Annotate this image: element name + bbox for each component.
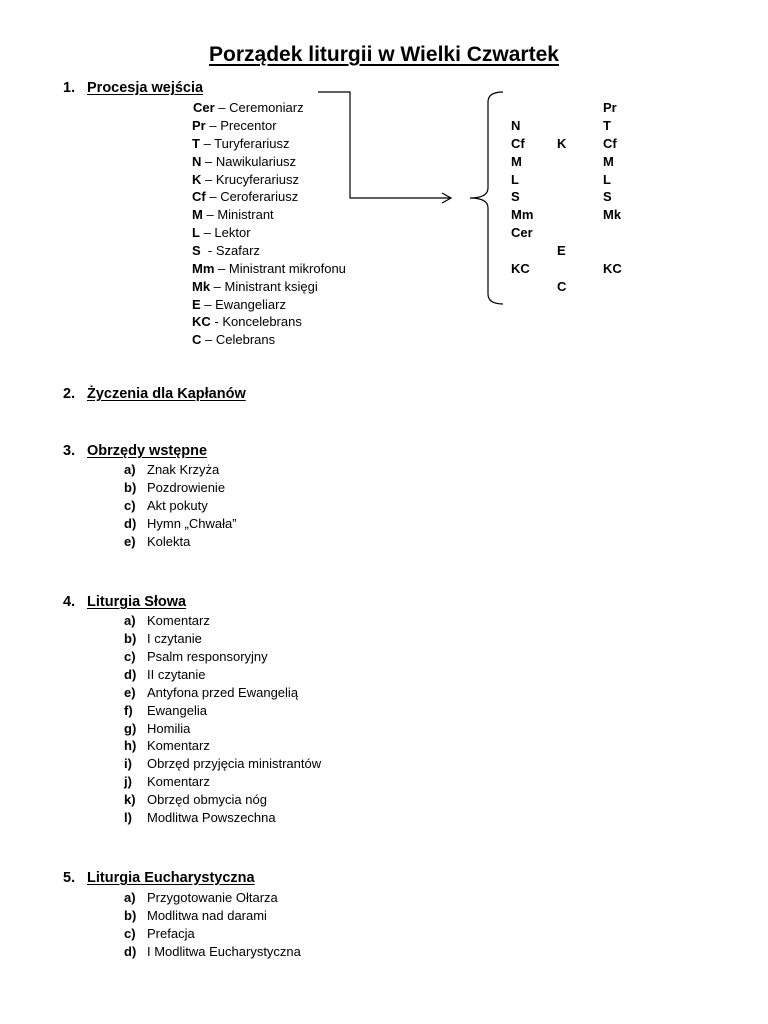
role-row: K – Krucyferariusz xyxy=(192,172,299,187)
section-title-liturgia-eucharystyczna: Liturgia Eucharystyczna xyxy=(87,870,255,886)
list-item: Komentarz xyxy=(147,738,210,753)
section-number: 4. xyxy=(63,594,76,610)
list-item: Przygotowanie Ołtarza xyxy=(147,890,278,905)
role-row: S - Szafarz xyxy=(192,243,260,258)
formation-cell: Pr xyxy=(603,100,617,115)
list-item: Komentarz xyxy=(147,613,210,628)
list-marker: a) xyxy=(124,462,136,477)
formation-cell: S xyxy=(603,189,612,204)
role-row: Cer – Ceremoniarz xyxy=(193,100,304,115)
formation-cell: KC xyxy=(603,261,622,276)
list-item: Kolekta xyxy=(147,534,191,549)
formation-cell: Mm xyxy=(511,207,534,222)
formation-cell: Mk xyxy=(603,207,622,222)
list-item: I Modlitwa Eucharystyczna xyxy=(147,944,301,959)
formation-cell: K xyxy=(557,136,567,151)
formation-cell: L xyxy=(511,172,519,187)
formation-cell: N xyxy=(511,118,521,133)
list-marker: c) xyxy=(124,498,136,513)
formation-cell: S xyxy=(511,189,520,204)
formation-cell: Cf xyxy=(603,136,617,151)
list-marker: l) xyxy=(124,810,132,825)
list-item: Homilia xyxy=(147,721,191,736)
list-item: Modlitwa Powszechna xyxy=(147,810,276,825)
list-marker: d) xyxy=(124,944,137,959)
role-row: Cf – Ceroferariusz xyxy=(192,189,299,204)
role-row: Mk – Ministrant księgi xyxy=(192,279,318,294)
list-marker: k) xyxy=(124,792,136,807)
list-marker: b) xyxy=(124,631,137,646)
list-marker: d) xyxy=(124,516,137,531)
role-row: Pr – Precentor xyxy=(192,118,277,133)
role-row: L – Lektor xyxy=(192,225,251,240)
list-item: I czytanie xyxy=(147,631,202,646)
role-row: E – Ewangeliarz xyxy=(192,297,286,312)
list-item: Obrzęd przyjęcia ministrantów xyxy=(147,756,322,771)
list-item: Hymn „Chwała” xyxy=(147,516,237,531)
list-item: Antyfona przed Ewangelią xyxy=(147,685,299,700)
list-item: II czytanie xyxy=(147,667,206,682)
list-item: Prefacja xyxy=(147,926,195,941)
formation-cell: C xyxy=(557,279,567,294)
section-number: 2. xyxy=(63,386,76,402)
role-row: C – Celebrans xyxy=(192,332,276,347)
list-item: Pozdrowienie xyxy=(147,480,226,495)
list-marker: a) xyxy=(124,613,136,628)
section-title-zyczenia: Życzenia dla Kapłanów xyxy=(87,386,246,402)
list-marker: b) xyxy=(124,480,137,495)
role-row: N – Nawikulariusz xyxy=(192,154,297,169)
formation-cell: L xyxy=(603,172,611,187)
formation-cell: M xyxy=(511,154,522,169)
formation-cell: E xyxy=(557,243,566,258)
role-row: T – Turyferariusz xyxy=(192,136,290,151)
list-marker: e) xyxy=(124,685,136,700)
page-title: Porządek liturgii w Wielki Czwartek xyxy=(209,43,559,66)
list-item: Obrzęd obmycia nóg xyxy=(147,792,267,807)
list-item: Komentarz xyxy=(147,774,210,789)
section-number: 5. xyxy=(63,870,76,886)
list-item: Akt pokuty xyxy=(147,498,208,513)
connector-line xyxy=(318,92,450,198)
list-marker: a) xyxy=(124,890,136,905)
list-marker: b) xyxy=(124,908,137,923)
list-marker: e) xyxy=(124,534,136,549)
formation-cell: Cer xyxy=(511,225,533,240)
section-title-obrzedy: Obrzędy wstępne xyxy=(87,443,208,459)
section-title-liturgia-slowa: Liturgia Słowa xyxy=(87,594,187,610)
list-marker: h) xyxy=(124,738,137,753)
formation-cell: M xyxy=(603,154,614,169)
section-number: 1. xyxy=(63,80,76,96)
section-number: 3. xyxy=(63,443,76,459)
brace-icon xyxy=(470,92,503,304)
list-marker: i) xyxy=(124,756,132,771)
role-row: Mm – Ministrant mikrofonu xyxy=(192,261,346,276)
list-marker: j) xyxy=(124,774,132,789)
list-item: Modlitwa nad darami xyxy=(147,908,267,923)
list-marker: c) xyxy=(124,926,136,941)
list-marker: g) xyxy=(124,721,137,736)
list-item: Znak Krzyża xyxy=(147,462,220,477)
procession-connector xyxy=(0,0,768,400)
formation-cell: Cf xyxy=(511,136,525,151)
list-marker: c) xyxy=(124,649,136,664)
list-marker: f) xyxy=(124,703,133,718)
list-item: Psalm responsoryjny xyxy=(147,649,268,664)
section-title-procesja: Procesja wejścia xyxy=(87,80,204,96)
role-row: KC - Koncelebrans xyxy=(192,314,302,329)
formation-cell: T xyxy=(603,118,611,133)
list-marker: d) xyxy=(124,667,137,682)
list-item: Ewangelia xyxy=(147,703,207,718)
role-row: M – Ministrant xyxy=(192,207,274,222)
formation-cell: KC xyxy=(511,261,530,276)
